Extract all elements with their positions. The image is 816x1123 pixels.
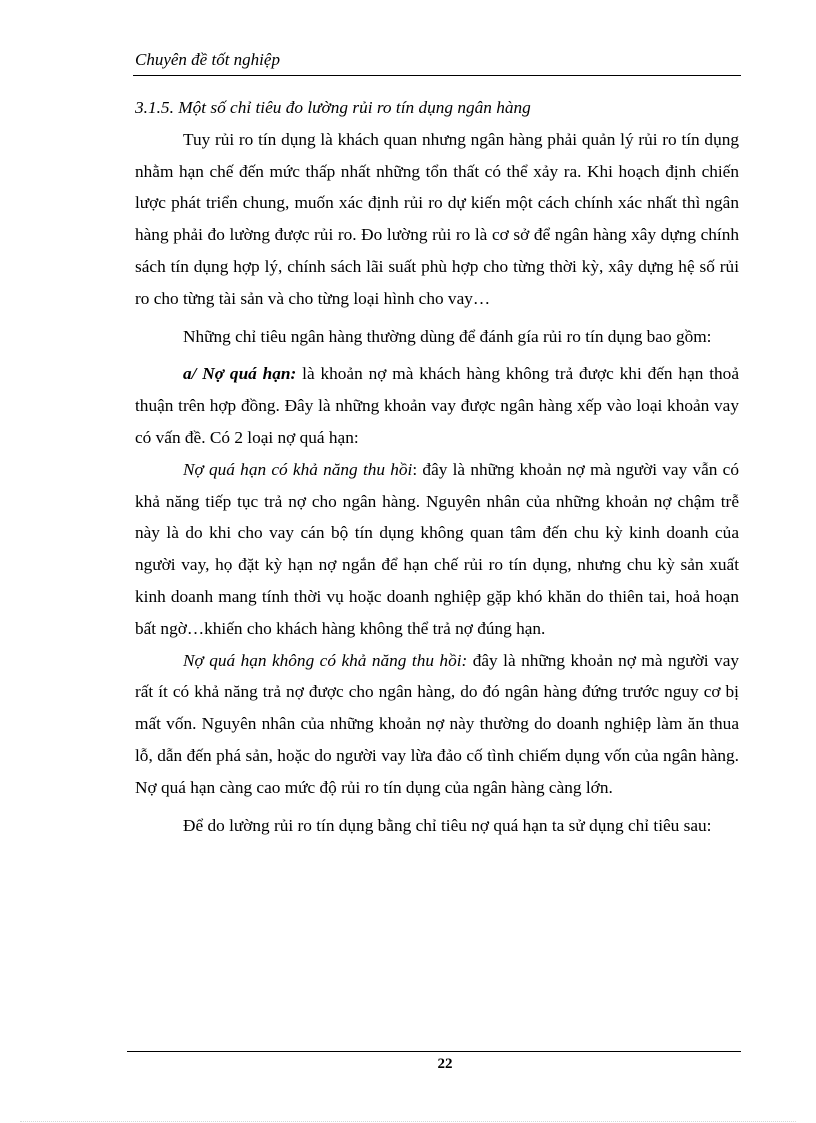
footer-divider bbox=[127, 1051, 741, 1052]
definition-unrecoverable: đây là những khoản nợ mà người vay rất ít có khả năng trả nợ được cho ngân hàng, do đó ngân hàng đứng trước nguy cơ bị mất vốn. Nguyên nhân của những khoản nợ này thường do doanh nghiệp làm ăn thua lỗ, dẫn đến phá sản, hoặc do người vay lừa đảo cố tình chiếm dụng vốn của ngân hàng. Nợ quá hạn càng cao mức độ rủi ro tín dụng của ngân hàng càng lớn. bbox=[135, 650, 739, 797]
term-overdue-debt: a/ Nợ quá hạn: bbox=[183, 364, 297, 384]
definition-overdue-debt: là khoản nợ mà khách hàng không trả được khi đến hạn thoả thuận trên hợp đồng. Đây là những khoản vay được ngân hàng xếp vào loại khoản vay có vấn đề. Có 2 loại nợ quá hạn: bbox=[135, 364, 739, 447]
definition-recoverable: : đây là những khoản nợ mà người vay vẫn có khả năng tiếp tục trả nợ cho ngân hàng. Nguyên nhân của những khoản nợ chậm trễ này là do khi cho vay cán bộ tín dụng không quan tâm đến chu kỳ kinh doanh của người vay, họ đặt kỳ hạn nợ ngắn để hạn chế rủi ro tín dụng, nhưng chu kỳ sản xuất kinh doanh mang tính thời vụ hoặc doanh nghiệp gặp khó khăn do thiên tai, hoả hoạn bất ngờ…khiến cho khách hàng không thể trả nợ đúng hạn. bbox=[135, 459, 739, 638]
paragraph-recoverable bbox=[135, 454, 739, 645]
paragraph-measure: Để do lường rủi ro tín dụng bằng chỉ tiêu nợ quá hạn ta sử dụng chỉ tiêu sau: bbox=[183, 815, 712, 835]
paragraph-intro: Tuy rủi ro tín dụng là khách quan nhưng ngân hàng phải quản lý rủi ro tín dụng nhằm hạn chế đến mức thấp nhất những tổn thất có thể xảy ra. Khi hoạch định chiến lược phát triển chung, muốn xác định rủi ro dự kiến một cách chính xác nhất thì ngân hàng phải đo lường được rủi ro. Đo lường rủi ro là cơ sở để ngân hàng xây dựng chính sách tín dụng hợp lý, chính sách lãi suất phù hợp cho từng thời kỳ, xây dựng hệ số rủi ro cho từng tài sản và cho từng loại hình cho vay… bbox=[135, 129, 739, 308]
section-heading: 3.1.5. Một số chỉ tiêu đo lường rủi ro tín dụng ngân hàng bbox=[135, 98, 531, 117]
paragraph-unrecoverable bbox=[135, 645, 739, 804]
term-recoverable: Nợ quá hạn có khả năng thu hồi bbox=[183, 459, 413, 479]
paragraph-indicators: Những chỉ tiêu ngân hàng thường dùng để đánh gía rủi ro tín dụng bao gồm: bbox=[183, 326, 712, 346]
page-edge-dotted-line bbox=[20, 1121, 796, 1122]
term-unrecoverable: Nợ quá hạn không có khả năng thu hồi: bbox=[183, 650, 468, 670]
page-body bbox=[135, 92, 739, 841]
paragraph-overdue-debt bbox=[135, 358, 739, 453]
header-divider bbox=[133, 75, 741, 76]
page-number: 22 bbox=[437, 1056, 453, 1072]
running-header-title: Chuyên đề tốt nghiệp bbox=[135, 50, 280, 69]
